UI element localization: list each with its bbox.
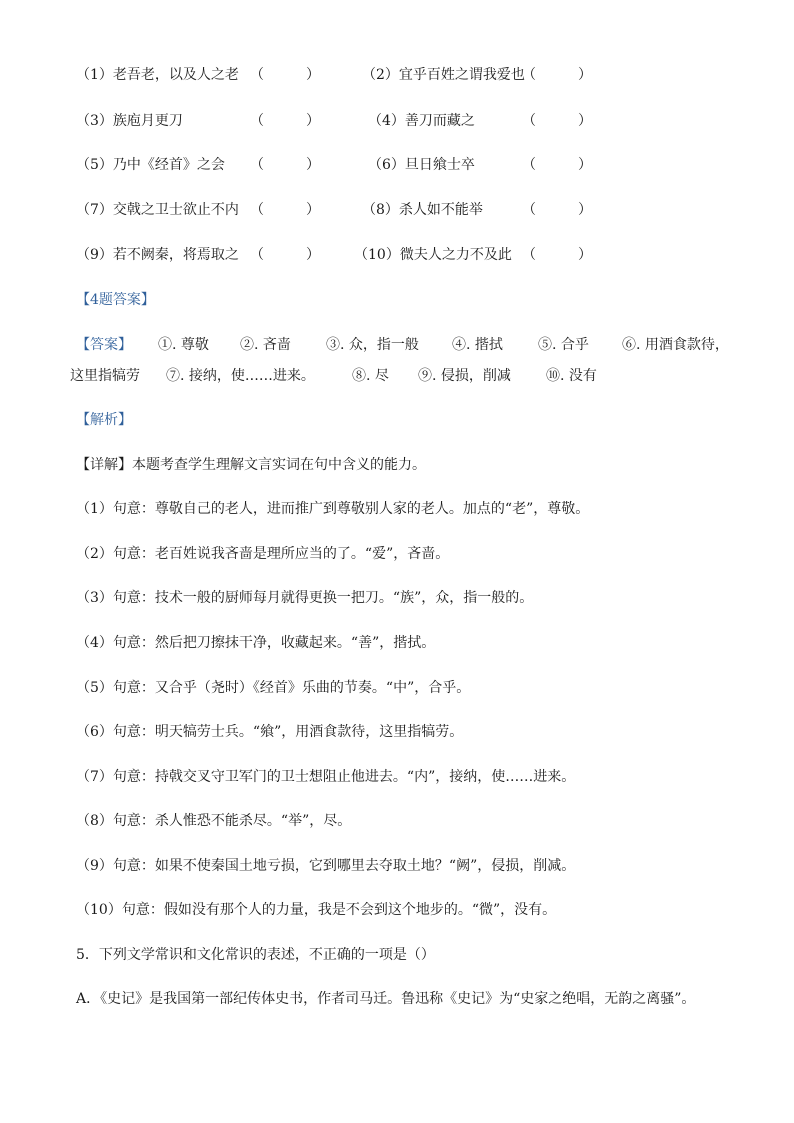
answer-blank: （ ） (522, 202, 592, 218)
question-right: （4）善刀而藏之 (368, 113, 475, 129)
explanation-line: （4）句意：然后把刀擦抹干净，收藏起来。“善”，揩拭。 (76, 635, 436, 651)
question-right: （6）旦日飨士卒 (368, 157, 475, 173)
answer-blank: （ ） (522, 67, 592, 83)
explanation-line: （3）句意：技术一般的厨师每月就得更换一把刀。“族”，众，指一般的。 (76, 590, 534, 606)
explanation-line: （10）句意：假如没有那个人的力量，我是不会到这个地步的。“微”，没有。 (76, 902, 557, 918)
question-left: （1）老吾老，以及人之老 (76, 67, 239, 83)
answer-item: ③. 众，指一般 (326, 337, 419, 353)
question-row-4 (76, 201, 239, 219)
explanation-line: （7）句意：持戟交叉守卫军门的卫士想阻止他进去。“内”，接纳，使……进来。 (76, 769, 576, 785)
question-left: （3）族庖月更刀 (76, 113, 183, 129)
question-row-3 (76, 156, 225, 174)
question-right: （10）微夫人之力不及此 (354, 247, 512, 263)
answer-item: ⑩. 没有 (546, 368, 597, 384)
question-left: （9）若不阙秦，将焉取之 (76, 247, 239, 263)
answer-item: 这里指犒劳 (70, 368, 140, 384)
answer-blank: （ ） (250, 157, 320, 173)
explanation-line: （8）句意：杀人惟恐不能杀尽。“举”，尽。 (76, 813, 352, 829)
answer-line-1 (76, 336, 132, 354)
question-right: （2）宜乎百姓之谓我爱也 (362, 67, 525, 83)
explanation-line: （6）句意：明天犒劳士兵。“飨”，用酒食款待，这里指犒劳。 (76, 724, 464, 740)
explanation-line: （2）句意：老百姓说我吝啬是理所应当的了。“爱”，吝啬。 (76, 546, 450, 562)
explanation-line: （1）句意：尊敬自己的老人，进而推广到尊敬别人家的老人。加点的“老”，尊敬。 (76, 501, 590, 517)
answer-blank: （ ） (250, 113, 320, 129)
answer-label: 【答案】 (76, 337, 132, 353)
explanation-line: （9）句意：如果不使秦国土地亏损，它到哪里去夺取土地？“阙”，侵损，削减。 (76, 858, 576, 874)
analysis-title: 【解析】 (76, 412, 132, 428)
answer-blank: （ ） (522, 113, 592, 129)
answer-item: ⑥. 用酒食款待， (622, 337, 729, 353)
answer-blank: （ ） (522, 157, 592, 173)
explanation-line: （5）句意：又合乎（尧时）《经首》乐曲的节奏。“中”，合乎。 (76, 680, 471, 696)
answer-item: ②. 吝啬 (240, 337, 291, 353)
question-row-2 (76, 112, 183, 130)
answer-blank: （ ） (522, 247, 592, 263)
question-row-1 (76, 66, 239, 84)
answer-item: ⑧. 尽 (352, 368, 389, 384)
answer-item: ④. 揩拭 (452, 337, 503, 353)
answer-item: ⑨. 侵损，削减 (418, 368, 511, 384)
question-5-option-a: A．《史记》是我国第一部纪传体史书，作者司马迁。鲁迅称《史记》为“史家之绝唱，无韵之离骚”。 (76, 991, 696, 1007)
answer-item: ⑤. 合乎 (538, 337, 589, 353)
answer-blank: （ ） (250, 202, 320, 218)
answer-section-title: 【4题答案】 (76, 292, 155, 308)
answer-blank: （ ） (250, 67, 320, 83)
question-left: （7）交戟之卫士欲止不内 (76, 202, 239, 218)
question-right: （8）杀人如不能举 (362, 202, 483, 218)
question-row-5 (76, 246, 239, 264)
answer-item: ⑦. 接纳，使……进来。 (166, 368, 315, 384)
question-5-stem: 5．下列文学常识和文化常识的表述，不正确的一项是（） (76, 947, 435, 963)
answer-blank: （ ） (250, 247, 320, 263)
detail-line: 【详解】本题考查学生理解文言实词在句中含义的能力。 (76, 457, 426, 473)
question-left: （5）乃中《经首》之会 (76, 157, 225, 173)
answer-item: ①. 尊敬 (158, 337, 209, 353)
